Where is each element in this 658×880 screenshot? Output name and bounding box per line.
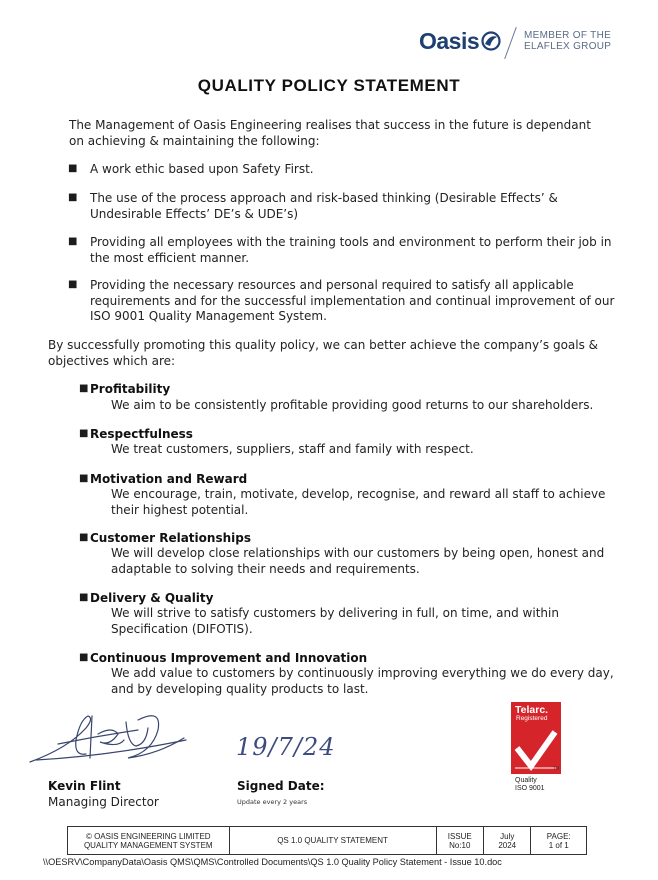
- value-heading: Profitability: [90, 382, 171, 396]
- value-body: We will strive to satisfy customers by delivering in full, on time, and within Specification (DIFOTIS).: [111, 606, 559, 636]
- value-body: We treat customers, suppliers, staff and family with respect.: [111, 442, 474, 456]
- signatory-role: Managing Director: [48, 795, 159, 809]
- value-marker: ■: [79, 592, 89, 603]
- value-marker: ■: [79, 428, 89, 439]
- signed-date-label: Signed Date:: [237, 779, 325, 793]
- value-marker: ■: [79, 473, 89, 484]
- promo-paragraph: By successfully promoting this quality policy, we can better achieve the company’s goals & objectives which are:: [48, 338, 599, 368]
- signature-graphic: [28, 700, 198, 770]
- issue-cell: [436, 827, 483, 855]
- value-heading: Delivery & Quality: [90, 591, 214, 605]
- update-note: Update every 2 years: [237, 798, 308, 806]
- signatory-name: Kevin Flint: [48, 779, 121, 793]
- date-cell: [483, 827, 530, 855]
- page-label: PAGE:: [546, 831, 571, 841]
- value-body: We add value to customers by continuously improving everything we do every day, and by developing quality products to last.: [111, 666, 614, 696]
- issue-year: 2024: [498, 840, 517, 850]
- value-body: We will develop close relationships with our customers by being open, honest and adaptable to solving their needs and requirements.: [111, 546, 605, 576]
- intro-paragraph: The Management of Oasis Engineering realises that success in the future is dependant on achieving & maintaining the following:: [69, 118, 591, 148]
- cert-line-2: ISO 9001: [515, 785, 545, 792]
- document-control-table: [67, 826, 587, 855]
- page-value: 1 of 1: [548, 840, 569, 850]
- member-line-2: ELAFLEX GROUP: [524, 41, 612, 52]
- value-heading: Customer Relationships: [90, 531, 251, 545]
- value-heading: Respectfulness: [90, 427, 193, 441]
- bullet-marker: ■: [68, 236, 78, 247]
- telarc-status: Registered: [516, 715, 548, 722]
- member-text: [524, 30, 611, 52]
- page-title: QUALITY POLICY STATEMENT: [197, 76, 461, 95]
- handwritten-date: 19/7/24: [236, 733, 336, 761]
- value-marker: ■: [79, 532, 89, 543]
- bullet-marker: ■: [68, 163, 78, 174]
- value-heading: Motivation and Reward: [90, 472, 248, 486]
- bullet-item: The use of the process approach and risk-based thinking (Desirable Effects’ & Undesirable Effects’ DE’s & UDE’s): [90, 191, 558, 221]
- bullet-item: Providing all employees with the training tools and environment to perform their job in the most efficient manner.: [90, 235, 612, 265]
- value-marker: ■: [79, 383, 89, 394]
- document-cell: QS 1.0 QUALITY STATEMENT: [229, 827, 436, 855]
- bullet-item: A work ethic based upon Safety First.: [90, 162, 314, 176]
- bullet-item: Providing the necessary resources and personal required to satisfy all applicable requirements and for the successful implementation and continual improvement of our ISO 9001 Quality Management System.: [90, 278, 615, 323]
- page-cell: [531, 827, 587, 855]
- value-heading: Continuous Improvement and Innovation: [90, 651, 368, 665]
- issue-month: July: [500, 831, 515, 841]
- company-cell: [68, 827, 230, 855]
- telarc-badge: [511, 702, 561, 774]
- bullet-marker: ■: [68, 192, 78, 203]
- telarc-brand: Telarc.: [515, 704, 549, 716]
- value-body: We encourage, train, motivate, develop, recognise, and reward all staff to achieve their highest potential.: [111, 487, 606, 517]
- header-divider: [504, 27, 517, 59]
- value-marker: ■: [79, 652, 89, 663]
- company-line-2: QUALITY MANAGEMENT SYSTEM: [83, 840, 213, 850]
- bullet-marker: ■: [68, 279, 78, 290]
- value-body: We aim to be consistently profitable providing good returns to our shareholders.: [111, 398, 594, 412]
- member-line-1: MEMBER OF THE: [524, 30, 612, 41]
- company-line-1: © OASIS ENGINEERING LIMITED: [85, 831, 211, 841]
- cert-line-1: Quality: [515, 777, 537, 784]
- issue-label: ISSUE: [447, 831, 472, 841]
- trademark-mark: TM: [553, 766, 559, 771]
- company-logo-text: Oasis: [419, 28, 480, 54]
- table-row: [68, 827, 587, 855]
- issue-number: No:10: [449, 840, 471, 850]
- file-path: \\OESRV\CompanyData\Oasis QMS\QMS\Controlled Documents\QS 1.0 Quality Policy Statement - Issue 10.doc: [43, 857, 502, 867]
- certification-text: [515, 777, 545, 793]
- oasis-logo-icon: [481, 31, 501, 51]
